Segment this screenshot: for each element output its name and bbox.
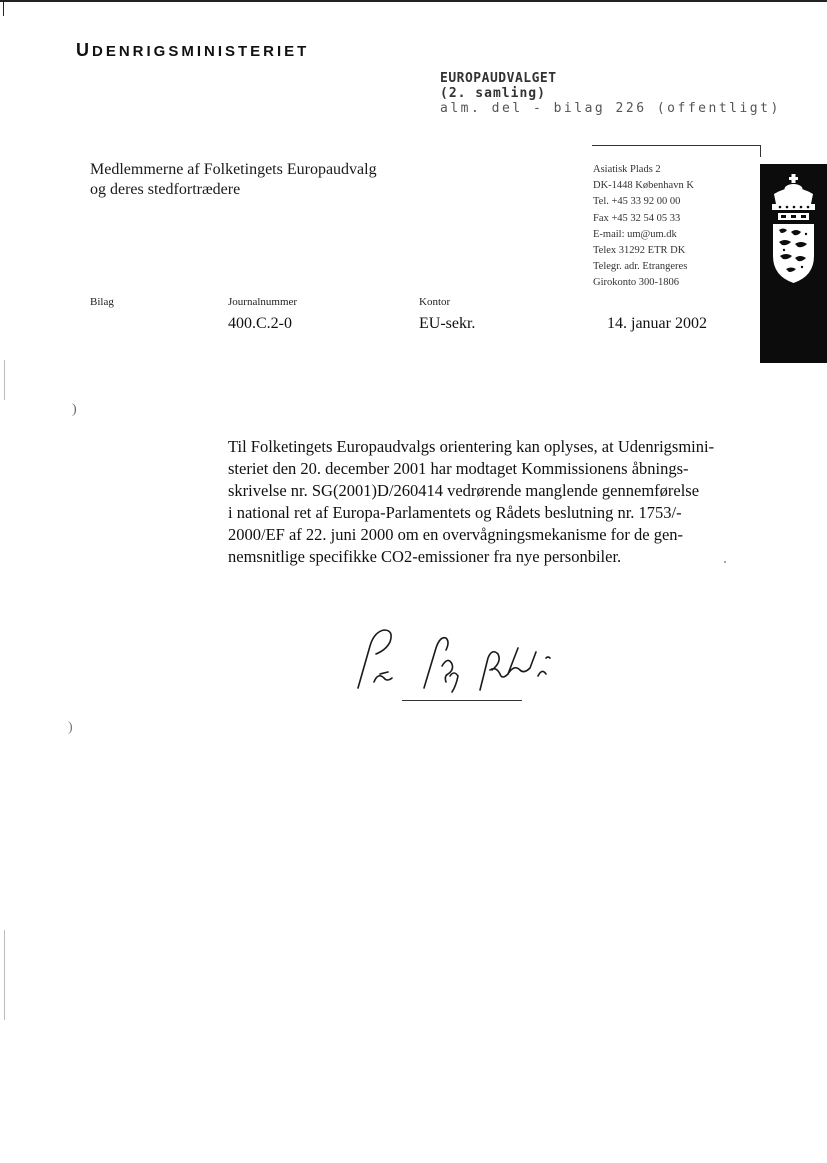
left-edge-mark bbox=[3, 0, 4, 16]
body-line: 2000/EF af 22. juni 2000 om en overvågningsmekanisme for de gen- bbox=[228, 525, 684, 544]
address-line: Telegr. adr. Etrangeres bbox=[593, 261, 688, 273]
recipient-block bbox=[90, 160, 377, 200]
letter-date: 14. januar 2002 bbox=[607, 315, 707, 332]
ministry-name-rest: DENRIGSMINISTERIET bbox=[92, 43, 310, 60]
danish-royal-coat-of-arms-icon bbox=[766, 172, 821, 287]
recipient-line: Medlemmerne af Folketingets Europaudvalg bbox=[90, 161, 377, 178]
body-line: i national ret af Europa-Parlamentets og Rådets beslutning nr. 1753/- bbox=[228, 503, 682, 522]
body-line: steriet den 20. december 2001 har modtaget Kommissionens åbnings- bbox=[228, 459, 689, 478]
address-line: Tel. +45 33 92 00 00 bbox=[593, 196, 681, 208]
body-line: nemsnitlige specifikke CO2-emissioner fra nye personbiler. bbox=[228, 547, 622, 566]
journal-number-value: 400.C.2-0 bbox=[228, 315, 292, 332]
stamp-line-session: (2. samling) bbox=[440, 86, 546, 101]
stamp-line-annex: alm. del - bilag 226 (offentligt) bbox=[440, 101, 781, 116]
bilag-label: Bilag bbox=[90, 296, 114, 308]
ministry-letterhead bbox=[76, 40, 309, 61]
scan-mark: ) bbox=[72, 402, 77, 417]
sender-address bbox=[593, 162, 694, 292]
address-line: Telex 31292 ETR DK bbox=[593, 245, 686, 257]
address-line: E-mail: um@um.dk bbox=[593, 228, 677, 240]
office-value: EU-sekr. bbox=[419, 315, 476, 332]
handwritten-signature bbox=[350, 618, 580, 698]
top-border-line bbox=[0, 0, 827, 2]
left-edge-mark bbox=[4, 360, 5, 400]
body-line: skrivelse nr. SG(2001)D/260414 vedrørende manglende gennemførelse bbox=[228, 481, 700, 500]
receipt-stamp bbox=[440, 71, 781, 116]
address-line: Girokonto 300-1806 bbox=[593, 277, 680, 289]
body-line: Til Folketingets Europaudvalgs orientering kan oplyses, at Udenrigsmini- bbox=[228, 437, 715, 456]
left-edge-mark bbox=[4, 930, 5, 1020]
signature-underline bbox=[402, 700, 522, 701]
scan-mark: ) bbox=[68, 720, 73, 735]
letter-body bbox=[228, 436, 758, 568]
speck bbox=[724, 561, 726, 563]
address-line: Fax +45 32 54 05 33 bbox=[593, 212, 681, 224]
office-label: Kontor bbox=[419, 296, 451, 308]
address-line: Asiatisk Plads 2 bbox=[593, 164, 661, 175]
ministry-initial: U bbox=[76, 40, 92, 60]
recipient-line: og deres stedfortrædere bbox=[90, 181, 241, 198]
address-rule bbox=[592, 145, 760, 146]
stamp-line-committee: EUROPAUDVALGET bbox=[440, 71, 557, 86]
address-line: DK-1448 København K bbox=[593, 180, 694, 192]
address-rule-tick bbox=[760, 145, 761, 157]
journal-number-label: Journalnummer bbox=[228, 296, 298, 308]
